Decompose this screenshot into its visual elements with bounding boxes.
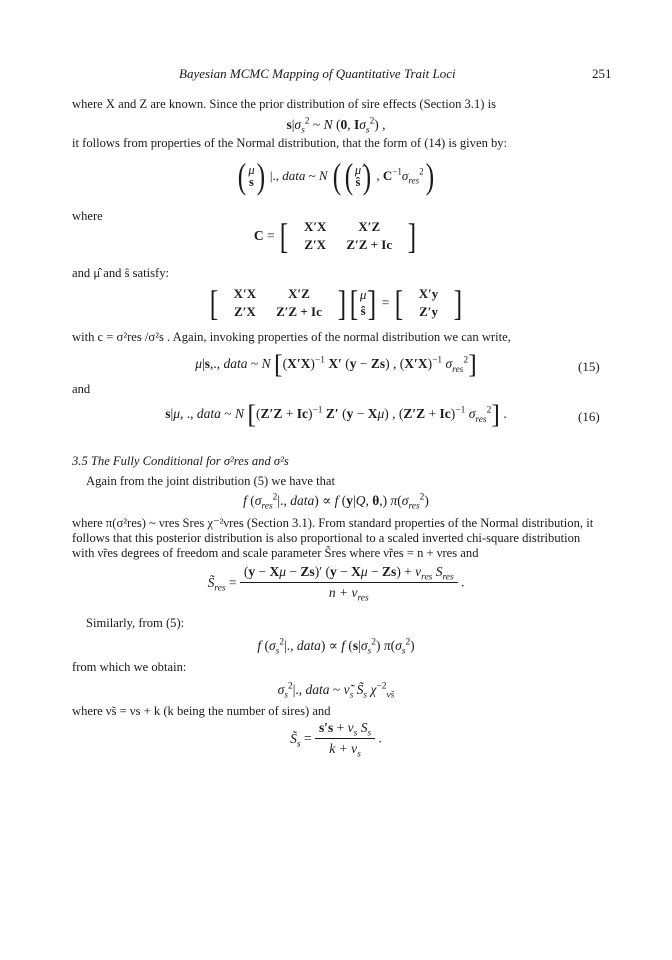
paragraph-line: where π(σ²res) ~ νres Sres χ⁻²νres (Section 3.1). From standard properties of the Normal distribution, it [72,516,594,530]
equation-S-res: $S̃_{res}$ = $\frac{(y - X\mu - Zs)' (y - X\mu - Zs) + \nu_{res} S_{res}}{n + \nu_{res}}$ . [207,564,465,604]
paragraph-line: where ν̃s = νs + k (k being the number of sires) and [72,704,331,718]
paragraph-line: where [72,209,103,223]
equation-number: (15) [578,359,600,374]
equation-prior: $s|\sigma_s^2$ ~ N (0, $I\sigma_s^2$) , [286,116,386,136]
equation-15: μ|s,., data ~ N [$(X'X)^{-1}$ X′ (y − Zs) , $(X'X)^{-1}$ $\sigma_{res}^2$] [195,350,477,379]
paragraph-line: Again from the joint distribution (5) we have that [86,474,336,488]
equation-sire-variance-distribution: $\sigma_s^2|$., data ~ $\nũ_s$ $S̃_s$ $\chi^{-2}_{\nũs}$ [277,681,395,701]
equation-sire-variance-posterior: f ($\sigma_s^2|$., data) ∝ f $(s|\sigma_s^2)$ $\pi(\sigma_s^2)$ [257,637,415,657]
equation-S-s: $S̃_s$ = $\frac{s's + \nu_s S_s}{k + \nu_s}$ . [290,720,382,760]
paragraph-line: and μ̂ and ŝ satisfy: [72,266,169,280]
equation-residual-posterior: f ($\sigma_{res}^2|$., data) ∝ f (y|Q, θ,) $\pi(\sigma_{res}^2)$ [243,492,429,512]
equation-16: s|μ, ., data ~ N [$(Z'Z + Ic)^{-1}$ Z′ (y − Xμ) , $(Z'Z + Ic)^{-1}$ $\sigma_{res}^2$] . [165,400,507,429]
paragraph-line: and [72,382,91,396]
equation-number: (16) [578,409,600,424]
page-number: 251 [592,66,612,81]
paragraph-line: with ν̃res degrees of freedom and scale parameter S̃res where ν̃res = n + νres and [72,546,479,560]
running-title: Bayesian MCMC Mapping of Quantitative Trait Loci [179,66,456,81]
paragraph-line: with c = σ²res /σ²s . Again, invoking properties of the normal distribution we can write, [72,330,511,344]
paragraph-line: it follows from properties of the Normal distribution, that the form of (14) is given by: [72,136,508,150]
equation-mixed-model: [ X′X X′Z Z′X Z′Z + Ic ] [ μ̂ ŝ] = [ X′y Z′y ] [209,283,463,323]
equation-C-matrix: C = [ X′X X′Z Z′X Z′Z + Ic ] [253,216,417,256]
paragraph-line: where X and Z are known. Since the prior distribution of sire effects (Section 3.1) is [72,97,496,111]
paragraph-line: Similarly, from (5): [86,616,185,630]
section-heading: 3.5 The Fully Conditional for σ²res and σ²s [72,454,289,468]
paragraph-line: follows that this posterior distribution is also proportional to a scaled inverted chi-square distribution [72,531,581,545]
paragraph-line: from which we obtain: [72,660,187,674]
equation-joint-conditional: ( μ s) |., data ~ N ( ( μ̂ ŝ) , $C^{-1}\sigma_{res}^2$) [238,156,434,196]
